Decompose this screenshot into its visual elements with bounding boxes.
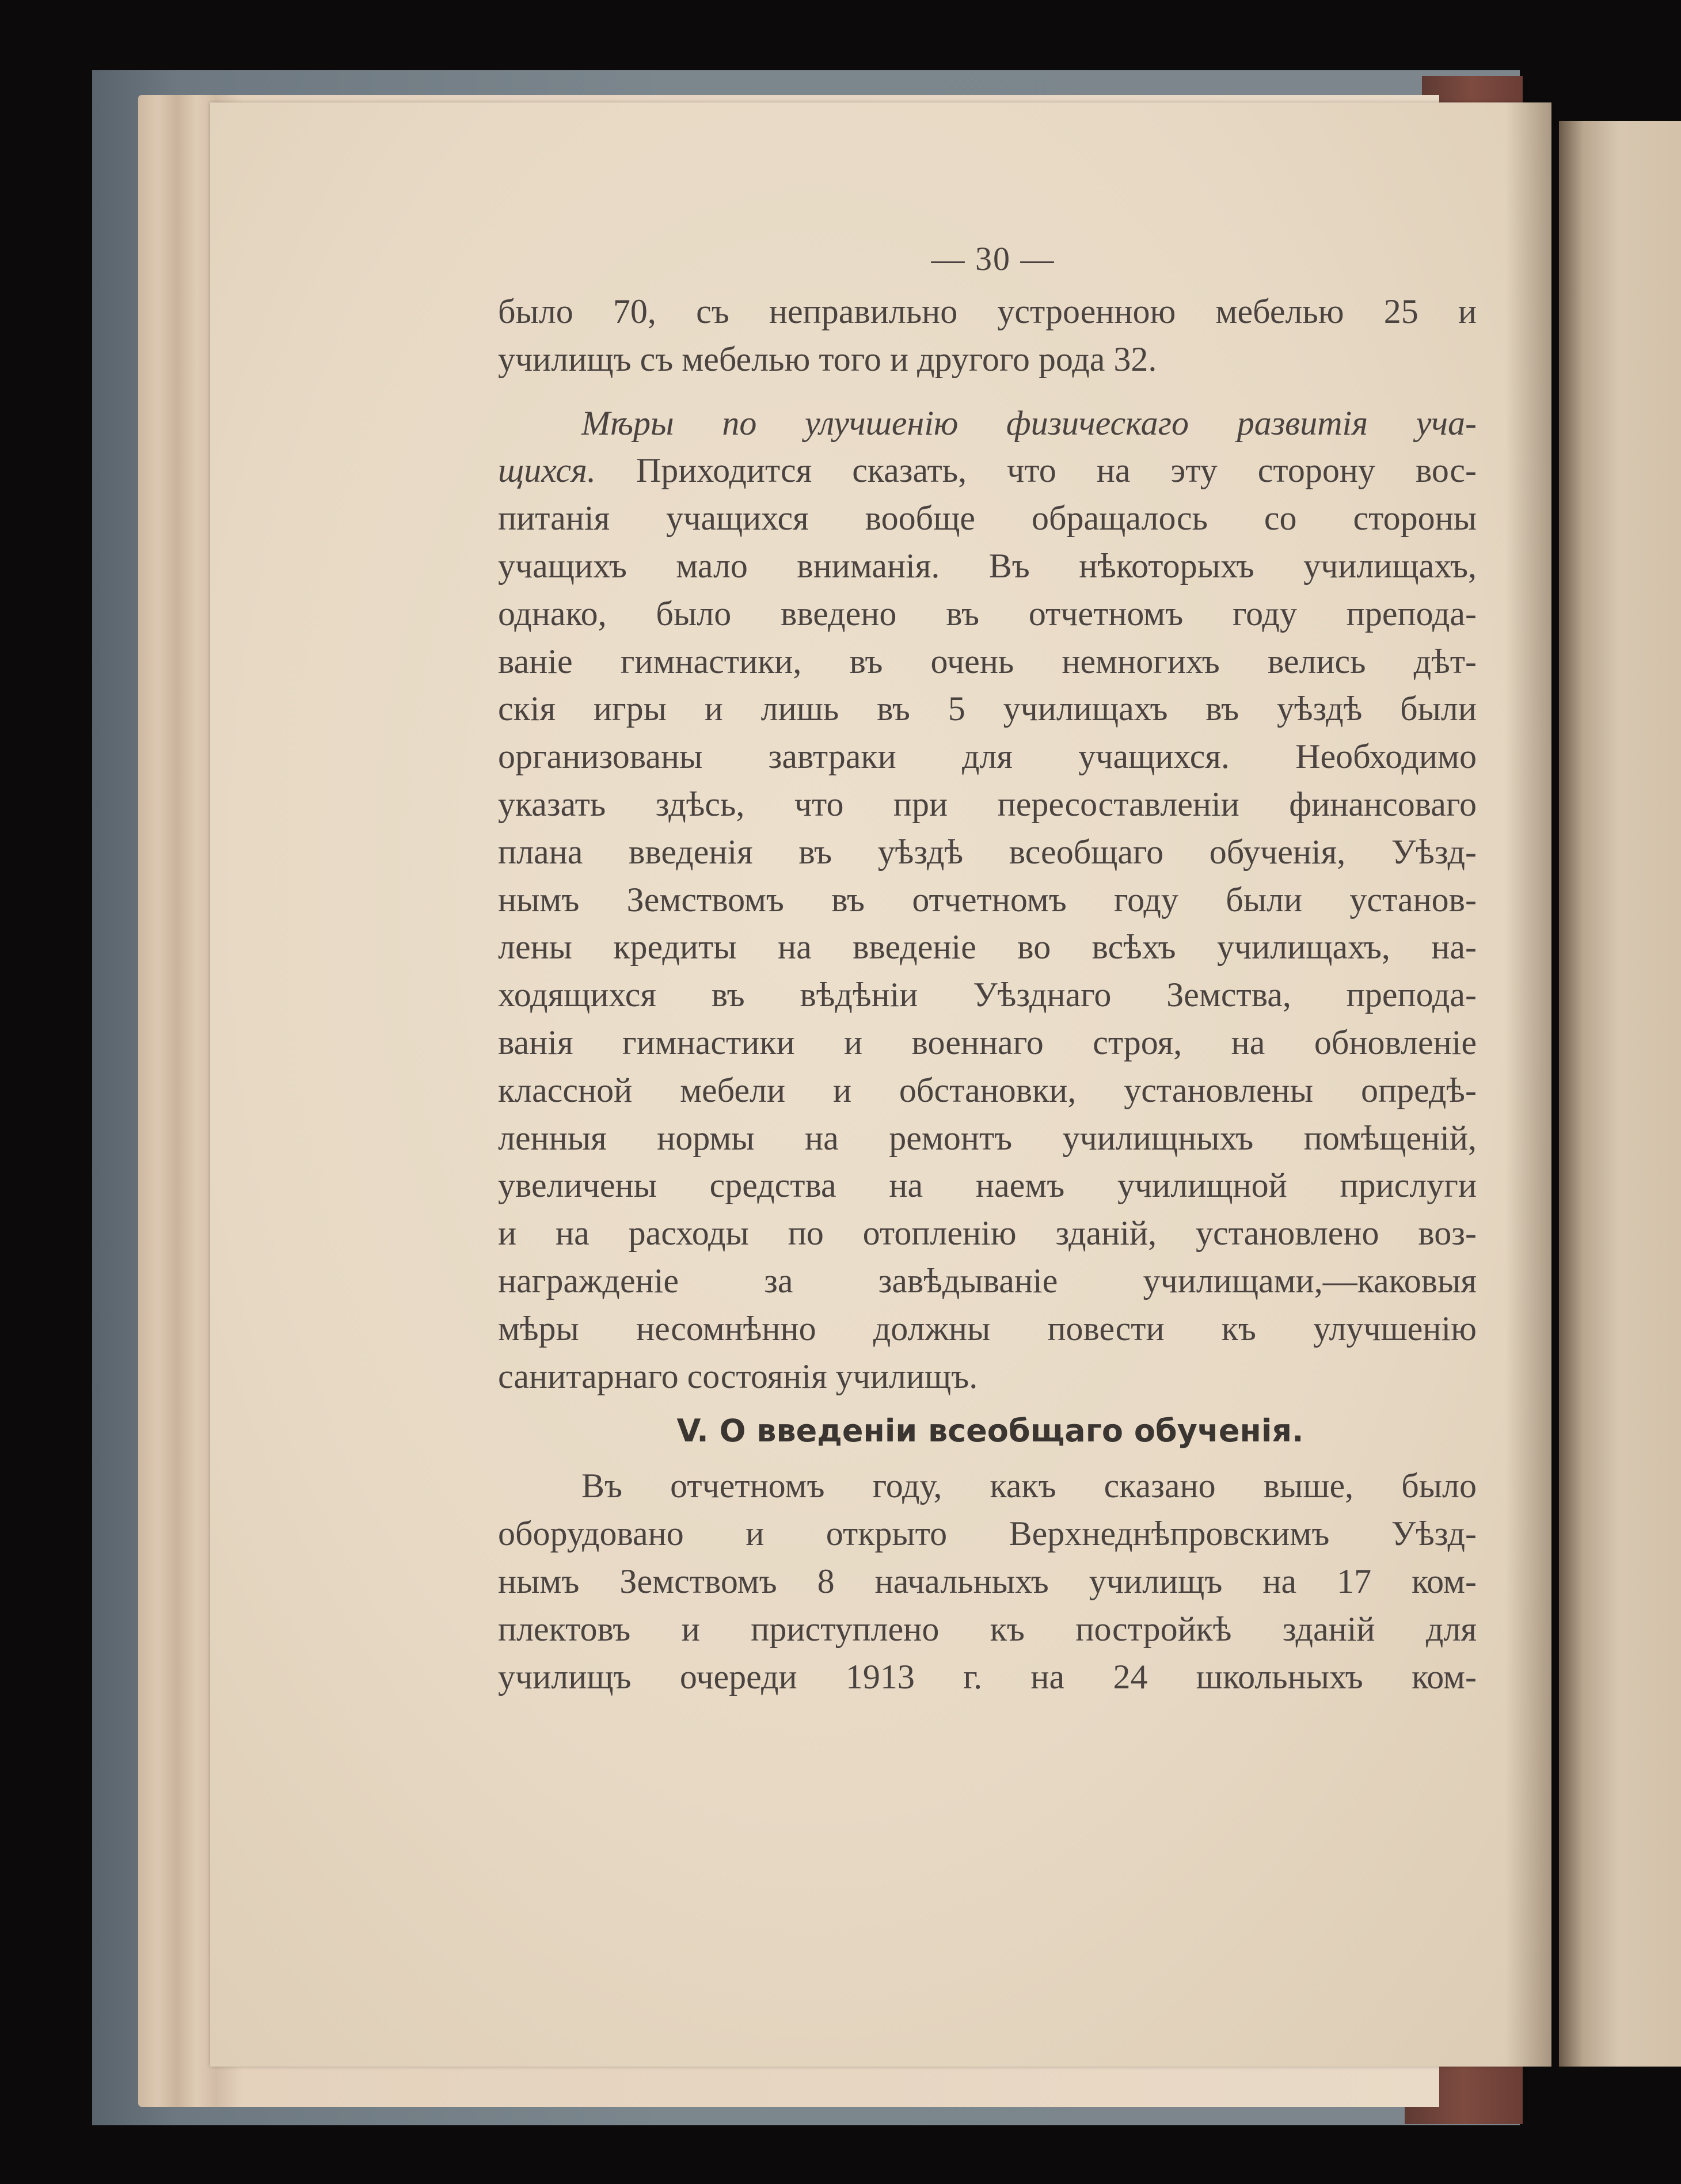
section-run-in-title-end: щихся. [498,451,596,490]
text-line: классной мебели и обстановки, установлены опредѣ- [498,1071,1477,1109]
text-line: плектовъ и приступлено къ постройкѣ зданій для [498,1610,1477,1648]
text-line: увеличены средства на наемъ училищной прислуги [498,1166,1477,1205]
text-line: ванія гимнастики и военнаго строя, на обновленіе [498,1023,1477,1061]
text-line: ленныя нормы на ремонтъ училищныхъ помѣщеній, [498,1118,1477,1157]
text-line: организованы завтраки для учащихся. Необходимо [498,737,1477,776]
text-line [498,447,1477,494]
page-number: — 30 — [931,240,1055,277]
text-line: питанія учащихся вообще обращалось со стороны [498,499,1477,538]
text-line: скія игры и лишь въ 5 училищахъ въ уѣздѣ были [498,690,1477,728]
text-line: учащихъ мало вниманія. Въ нѣкоторыхъ училищахъ, [498,546,1477,585]
text-line: санитарнаго состоянія училищъ. [498,1357,978,1395]
page-text-block [498,230,1477,1700]
text-line: училищъ съ мебелью того и другого рода 32. [498,340,1157,378]
text-line [498,399,1477,447]
text-line: ходящихся въ вѣдѣніи Уѣзднаго Земства, препода- [498,976,1477,1014]
text-line: нымъ Земствомъ въ отчетномъ году были установ- [498,880,1477,919]
text-fragment: Приходится сказать, что на эту сторону вос- [595,451,1477,490]
text-line: ваніе гимнастики, въ очень немногихъ велись дѣт- [498,642,1477,680]
text-line: нымъ Земствомъ 8 начальныхъ училищъ на 17 ком- [498,1562,1477,1600]
text-line: плана введенія въ уѣздѣ всеобщаго обученія, Уѣзд- [498,832,1477,871]
section-run-in-title: Мѣры по улучшенію физическаго развитія уча- [581,404,1477,442]
facing-page [1559,121,1681,2067]
text-line: оборудовано и открыто Верхнеднѣпровскимъ Уѣзд- [498,1515,1477,1553]
text-line: однако, было введено въ отчетномъ году препода- [498,594,1477,633]
text-line: лены кредиты на введеніе во всѣхъ училищахъ, на- [498,928,1477,967]
text-line: мѣры несомнѣнно должны повести къ улучшенію [498,1309,1477,1348]
text-line: было 70, съ неправильно устроенною мебелью 25 и [498,292,1477,330]
text-line: награжденіе за завѣдываніе училищами,—каковыя [498,1261,1477,1300]
text-line: и на расходы по отопленію зданій, установлено воз- [498,1214,1477,1253]
text-line: указать здѣсь, что при пересоставленіи финансоваго [498,785,1477,823]
section-heading: V. О введеніи всеобщаго обученія. [676,1413,1304,1449]
text-line: Въ отчетномъ году, какъ сказано выше, было [581,1467,1477,1505]
text-line: училищъ очереди 1913 г. на 24 школьныхъ ком- [498,1657,1477,1696]
